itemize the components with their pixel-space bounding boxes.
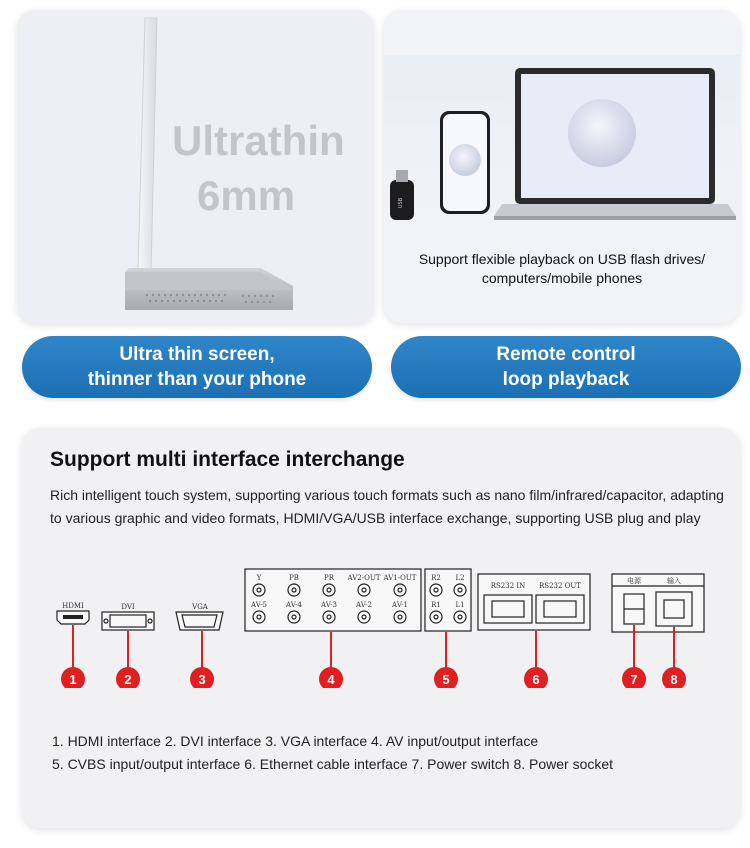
- interface-legend-line1: 1. HDMI interface 2. DVI interface 3. VGA interface 4. AV input/output interface: [52, 733, 539, 749]
- usb-stick-text: USB: [398, 197, 404, 209]
- ultra-thin-pill: [22, 336, 372, 398]
- av-bottom-label-4: AV-2: [356, 601, 372, 609]
- interface-description: Rich intelligent touch system, supporting various touch formats such as nano film/infrared/capacitor, adapting to various graphic and video formats, HDMI/VGA/USB interface exchange, supporting USB plug and play: [50, 487, 724, 526]
- av-bottom-label-1: AV-5: [251, 601, 267, 609]
- playback-caption: [384, 250, 740, 288]
- interface-title: Support multi interface interchange: [50, 448, 405, 471]
- hdmi-label: HDMI: [62, 602, 84, 610]
- thickness-text: 6mm: [197, 172, 296, 219]
- devices-illustration: [384, 10, 740, 240]
- playback-caption-line1: Support flexible playback on USB flash drives/: [418, 251, 706, 267]
- marker-1: 1: [69, 672, 77, 687]
- thin-monitor-illustration: [17, 10, 374, 323]
- cvbs-label-l1: L1: [455, 601, 465, 609]
- av-top-label-5: AV1-OUT: [383, 574, 417, 582]
- cvbs-label-l2: L2: [455, 574, 465, 582]
- av-bottom-label-3: AV-3: [321, 601, 337, 609]
- vga-label: VGA: [192, 603, 208, 611]
- rs232-out-label: RS232 OUT: [539, 582, 581, 590]
- dvi-label: DVI: [121, 603, 135, 611]
- port-diagram: [22, 428, 740, 688]
- ultrathin-card: [17, 10, 374, 323]
- av-top-label-4: AV2-OUT: [347, 574, 381, 582]
- interface-legend: [52, 730, 613, 776]
- av-bottom-label-2: AV-4: [286, 601, 302, 609]
- interface-panel: [22, 428, 740, 828]
- marker-3: 3: [198, 672, 206, 687]
- marker-8: 8: [670, 672, 678, 687]
- marker-5: 5: [442, 672, 450, 687]
- playback-sources-card: [384, 10, 740, 323]
- ultra-thin-pill-line1: Ultra thin screen,: [119, 344, 275, 365]
- rs232-in-label: RS232 IN: [490, 582, 526, 590]
- ultra-thin-pill-line2: thinner than your phone: [87, 369, 307, 390]
- marker-6: 6: [532, 672, 540, 687]
- marker-7: 7: [630, 672, 638, 687]
- interface-legend-line2: 5. CVBS input/output interface 6. Ethernet cable interface 7. Power switch 8. Power socket: [52, 756, 614, 772]
- power-socket-label: 输入: [667, 577, 681, 585]
- marker-4: 4: [327, 672, 335, 687]
- remote-control-pill-line1: Remote control: [496, 344, 636, 365]
- ultrathin-text: Ultrathin: [172, 117, 345, 164]
- av-bottom-label-5: AV-1: [392, 601, 408, 609]
- cvbs-label-r1: R1: [431, 601, 441, 609]
- av-top-label-3: PR: [324, 574, 334, 582]
- remote-control-pill-line2: loop playback: [502, 369, 630, 390]
- power-switch-label: 电源: [627, 577, 641, 585]
- av-top-label-2: PB: [289, 574, 299, 582]
- remote-control-pill: [391, 336, 741, 398]
- cvbs-label-r2: R2: [431, 574, 441, 582]
- marker-2: 2: [124, 672, 132, 687]
- playback-caption-line2: computers/mobile phones: [481, 270, 643, 286]
- av-top-label-1: Y: [256, 574, 262, 582]
